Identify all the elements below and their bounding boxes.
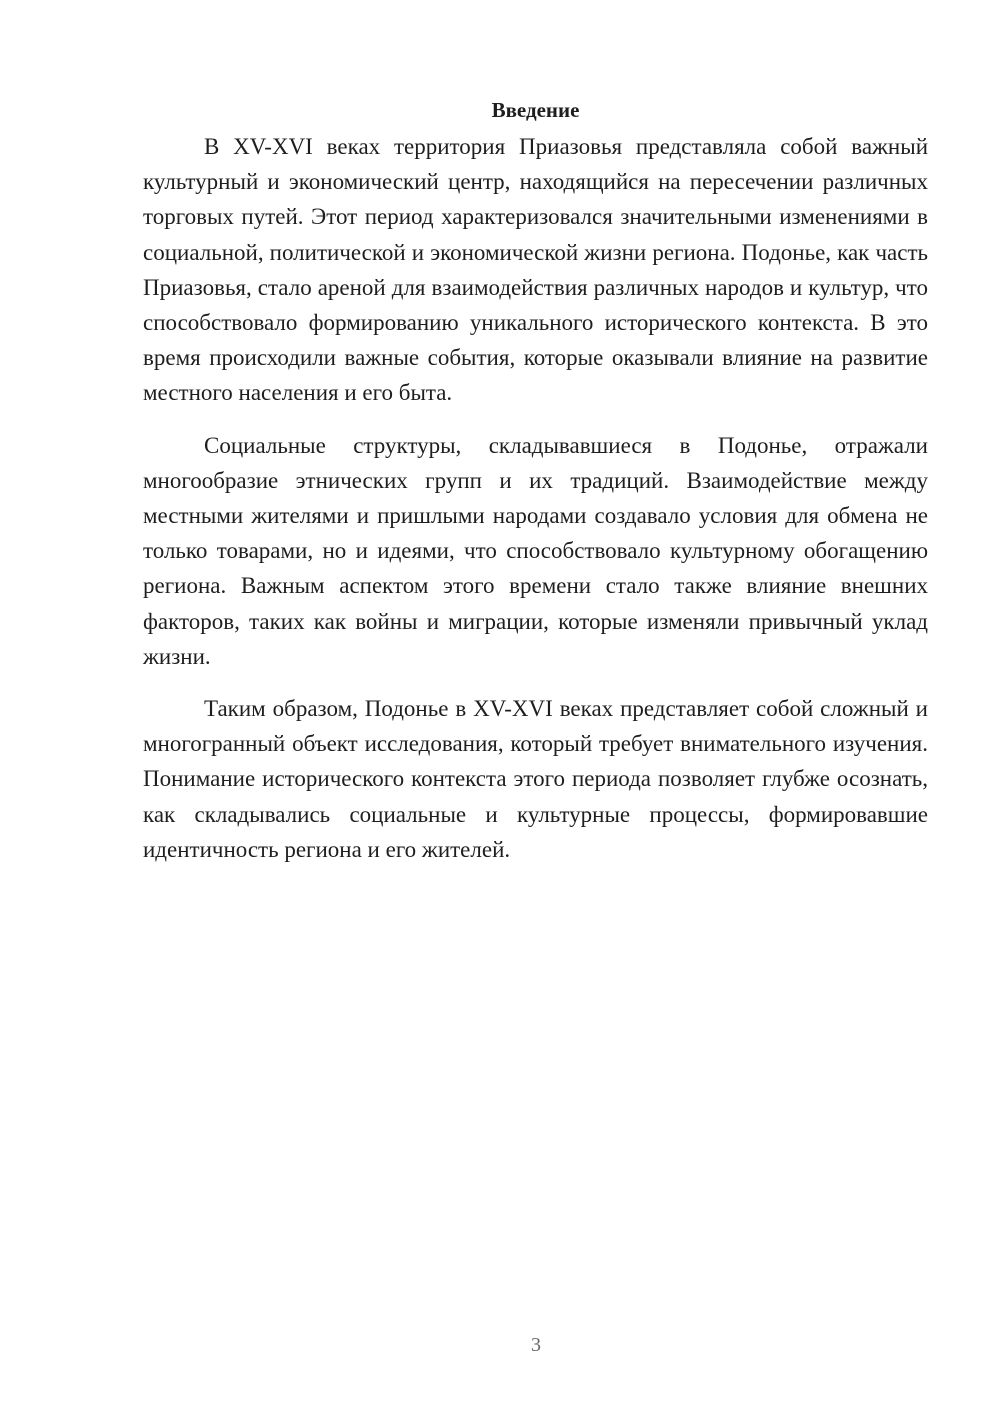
page-title: Введение bbox=[491, 98, 580, 122]
paragraph-3: Таким образом, Подонье в XV-XVI веках представляет собой сложный и многогранный объект исследования, который требует внимательного изучения. Понимание исторического контекста этого периода позволяет глубже осознать, как складывались социальные и культурные процессы, формировавшие идентичность региона и его жителей. bbox=[143, 696, 928, 862]
paragraph-2: Социальные структуры, складывавшиеся в Подонье, отражали многообразие этнических групп и их традиций. Взаимодействие между местными жителями и пришлыми народами создавало условия для обмена не только товарами, но и идеями, что способствовало культурному обогащению региона. Важным аспектом этого времени стало также влияние внешних факторов, таких как войны и миграции, которые изменяли привычный уклад жизни. bbox=[143, 432, 928, 669]
page-number: 3 bbox=[531, 1334, 541, 1356]
paragraph-1: В XV-XVI веках территория Приазовья представляла собой важный культурный и экономический центр, находящийся на пересечении различных торговых путей. Этот период характеризовался значительными изменениями в социальной, политической и экономической жизни региона. Подонье, как часть Приазовья, стало ареной для взаимодействия различных народов и культур, что способствовало формированию уникального исторического контекста. В это время происходили важные события, которые оказывали влияние на развитие местного населения и его быта. bbox=[143, 134, 928, 406]
document-page bbox=[143, 96, 928, 867]
